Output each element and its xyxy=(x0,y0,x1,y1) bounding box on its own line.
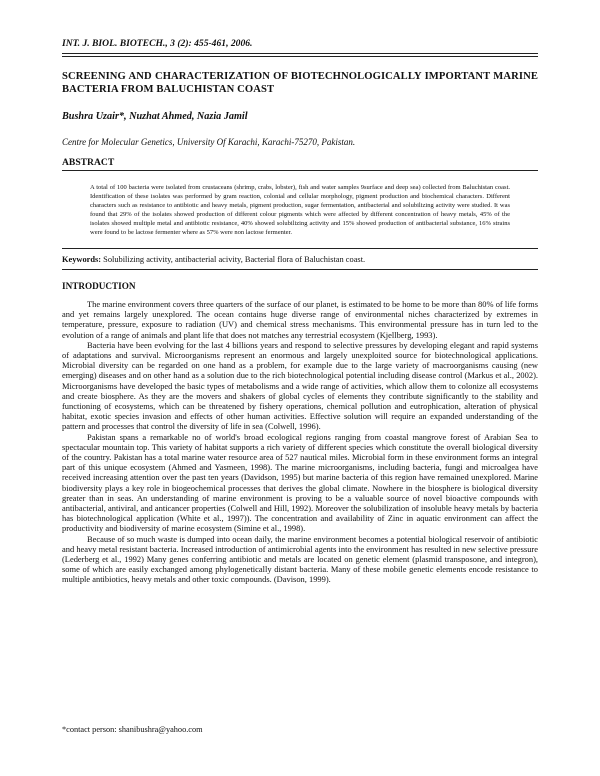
abstract-heading: ABSTRACT xyxy=(62,157,115,168)
author-list: Bushra Uzair*, Nuzhat Ahmed, Nazia Jamil xyxy=(62,111,248,122)
abstract-text: A total of 100 bacteria were isolated from crustaceans (shrimp, crabs, lobster), fish and water samples 9surface and deep sea) collected from Baluchistan coast. Identification of these isolates was performed by gram reaction, colonial and cellular morphology, pigment production and biochemical characters. Different characters such as resistance to antibiotic and heavy metals, pigment production, sugar fermentation, antibacterial and solubilizing activity were studied. It was found that 29% of the isolates showed production of different colour pigments which were affected by different concentration of heavy metals, 45% of the isolates showed multiple metal and antibiotic resistance, 40% showed solubilizing activity and 15% showed production of antibacterial substance, 16% strains were found to be lactose fermenter where as 57% were non lactose fermenter. xyxy=(90,184,510,237)
paragraph: Bacteria have been evolving for the last 4 billions years and respond to selective pressures by developing elegant and rapid systems of adaptations and survival. Microorganisms represent an enormous and largely unexploited source for biotechnological applications. Microbial diversity can be regarded on one hand as a problem, for example due to the large variety of macroorganisms causing (new emerging) diseases and on other hand as a solution due to the rich biotechnological potential including disease control (Markus et al., 2002). Microorganisms have developed the basic types of metabolisms and a wide range of activities, which allow them to colonize all ecosystems and create biosphere. As they are the movers and shakers of global cycles of elements they contribute significantly to the stability and functioning of ecosystems, which can be threatened by fishery operations, chemical pollution and eutrophication, alteration of physical habitat, exotic species invasion and effects of other human activities. Effective solution will require an expanded understanding of the pattern and processes that control the diversity of life in sea (Colwell, 1996). xyxy=(62,339,538,432)
journal-header: INT. J. BIOL. BIOTECH., 3 (2): 455-461, 2006. xyxy=(62,38,253,49)
paragraph: Pakistan spans a remarkable no of world's broad ecological regions ranging from coastal mangrove forest of Arabian Sea to spectacular mountain top. This variety of habitat supports a rich variety of different species which constitute the overall biological diversity of the country. Pakistan has a total marine water resource area of 527 nautical miles. Microbial form in these environment forms an integral part of this unique ecosystem (Ahmed and Yasmeen, 1998). The marine microorganisms, including bacteria, fungi and microalgea have received increasing attention over the past ten years (Davidson, 1995) but marine bacteria of this region have remained unexplored. Marine biodiversity plays a key role in biogeochemical processes that derives the global climate. Nowhere in the biosphere is biological diversity greater than in seas. An understanding of marine environment is proving to be a valuable source of novel bioactive compounds with antibacterial, antiviral, and anticancer properties (Colwell and Hill, 1992). Moreover the solubilization of insoluble heavy metals by bacteria has biotechnological application (White et al., 1997)). The concentration and availability of Zinc in aquatic environment can affect the productivity and biodiversity of marine ecosystem (Simine et al., 1998). xyxy=(62,431,538,534)
paragraph: The marine environment covers three quarters of the surface of our planet, is estimated to be home to be more than 80% of life forms and yet remains largely unexplored. The ocean contains huge diverse range of environmental niches characterized by extremes in temperature, pressure, exposure to radiation (UV) and chemical stress mechanisms. This environmental pressure has in turn led to the evolution of a range of animals and plant life that does not matches any terrestrial ecosystem (Kjellberg, 1993). xyxy=(62,299,538,340)
introduction-body xyxy=(62,299,538,585)
abstract-rule-top xyxy=(62,170,538,171)
keywords-label: Keywords: xyxy=(62,255,102,264)
contact-footnote: *contact person: shanibushra@yahoo.com xyxy=(62,725,203,734)
abstract-rule-bottom xyxy=(62,248,538,249)
keywords-text: Solubilizing activity, antibacterial acivity, Bacterial flora of Baluchistan coast. xyxy=(101,255,366,264)
keywords xyxy=(62,255,365,264)
section-heading-introduction: INTRODUCTION xyxy=(62,281,136,291)
affiliation: Centre for Molecular Genetics, University Of Karachi, Karachi-75270, Pakistan. xyxy=(62,137,356,147)
header-rule-top xyxy=(62,53,538,54)
header-rule-bottom xyxy=(62,56,538,57)
paragraph: Because of so much waste is dumped into ocean daily, the marine environment becomes a potential biological reservoir of antibiotic and heavy metal resistant bacteria. Increased introduction of antimicrobial agents into the environment has resulted in new selective pressure (Lederberg et al., 1992) Many genes conferring antibiotic and metals are located on genetic element (plasmid transposone, and integron), some of which are easily exchanged among phylogenetically distant bacteria. Many of these mobile genetic elements encode resistance to multiple antibiotics, heavy metals and other toxic compounds. (Davison, 1999). xyxy=(62,533,538,585)
keywords-rule xyxy=(62,269,538,270)
paper-title: SCREENING AND CHARACTERIZATION OF BIOTECHNOLOGICALLY IMPORTANT MARINE BACTERIA FROM BALUCHISTAN COAST xyxy=(62,71,538,95)
